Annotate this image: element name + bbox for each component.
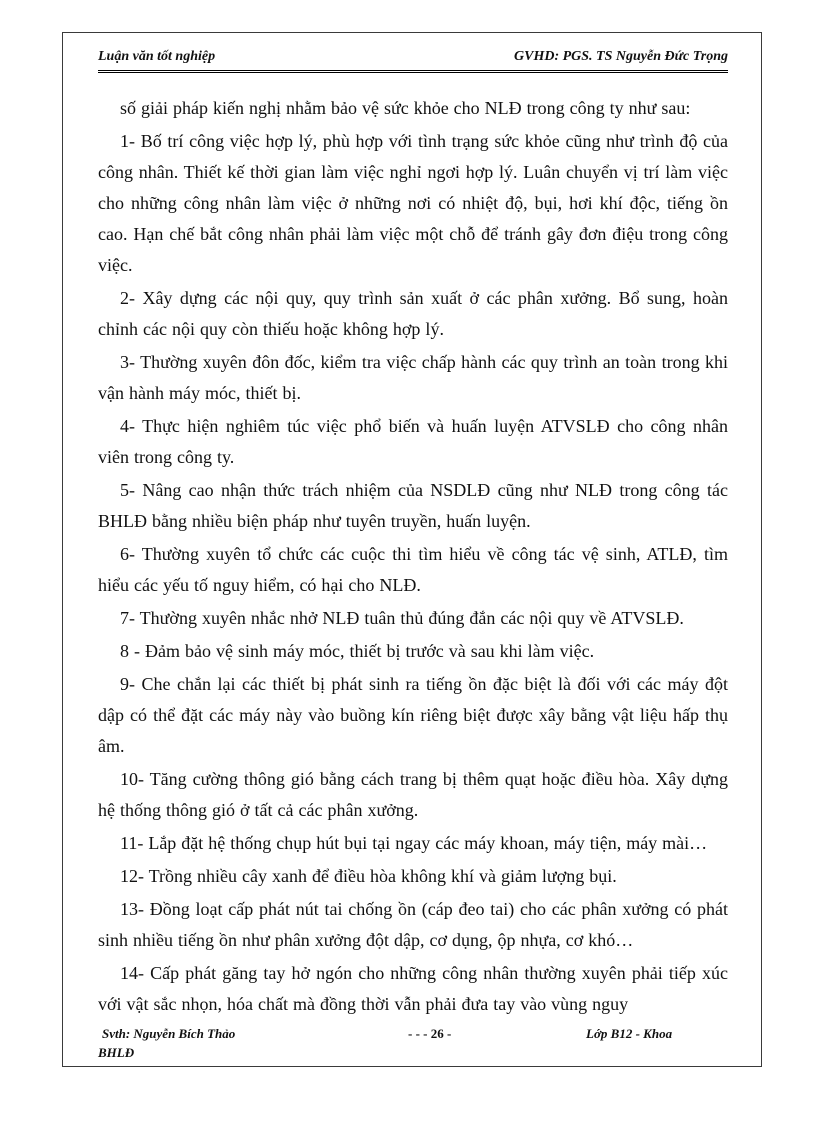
footer-student: Svth: Nguyễn Bích Thảo xyxy=(102,1026,236,1041)
paragraph-item-13: 13- Đồng loạt cấp phát nút tai chống ồn (cáp đeo tai) cho các phân xưởng có phát sinh nhiều tiếng ồn như phân xưởng đột dập, cơ dụng, ộp nhựa, cơ khó… xyxy=(98,899,728,950)
paragraph-item-10: 10- Tăng cường thông gió bằng cách trang bị thêm quạt hoặc điều hòa. Xây dựng hệ thống thông gió ở tất cả các phân xưởng. xyxy=(98,769,728,820)
paragraph-item-4: 4- Thực hiện nghiêm túc việc phổ biến và huấn luyện ATVSLĐ cho công nhân viên trong công ty. xyxy=(98,416,728,467)
paragraph-intro: số giải pháp kiến nghị nhằm bảo vệ sức khỏe cho NLĐ trong công ty như sau: xyxy=(120,98,691,118)
document-body xyxy=(98,93,728,1020)
paragraph-item-2: 2- Xây dựng các nội quy, quy trình sản xuất ở các phân xưởng. Bổ sung, hoàn chỉnh các nội quy còn thiếu hoặc không hợp lý. xyxy=(98,288,728,339)
paragraph-item-8: 8 - Đảm bảo vệ sinh máy móc, thiết bị trước và sau khi làm việc. xyxy=(120,641,595,661)
footer-page-number: - - - 26 - xyxy=(408,1026,452,1041)
footer-class: Lớp B12 - Khoa xyxy=(586,1026,673,1041)
paragraph-item-14: 14- Cấp phát găng tay hở ngón cho những công nhân thường xuyên phải tiếp xúc với vật sắc nhọn, hóa chất mà đồng thời vẫn phải đưa tay vào vùng nguy xyxy=(98,963,728,1014)
paragraph-item-12: 12- Trồng nhiều cây xanh để điều hòa không khí và giảm lượng bụi. xyxy=(120,866,617,886)
footer-department: BHLĐ xyxy=(98,1045,135,1060)
paragraph-item-11: 11- Lắp đặt hệ thống chụp hút bụi tại ngay các máy khoan, máy tiện, máy mài… xyxy=(120,833,708,853)
paragraph-item-9: 9- Che chắn lại các thiết bị phát sinh ra tiếng ồn đặc biệt là đối với các máy đột dập có thể đặt các máy này vào buồng kín riêng biệt được xây bằng vật liệu hấp thụ âm. xyxy=(98,674,728,756)
header-thesis-title: Luận văn tốt nghiệp xyxy=(98,49,216,64)
paragraph-item-6: 6- Thường xuyên tổ chức các cuộc thi tìm hiểu về công tác vệ sinh, ATLĐ, tìm hiểu các yếu tố nguy hiểm, có hại cho NLĐ. xyxy=(98,544,728,595)
paragraph-item-1: 1- Bố trí công việc hợp lý, phù hợp với tình trạng sức khỏe cũng như trình độ của công nhân. Thiết kế thời gian làm việc nghỉ ngơi hợp lý. Luân chuyển vị trí làm việc cho những công nhân làm việc ở những nơi có nhiệt độ, bụi, hơi khí độc, tiếng ồn cao. Hạn chế bắt công nhân phải làm việc một chỗ để tránh gây đơn điệu trong công việc. xyxy=(98,131,728,275)
paragraph-item-7: 7- Thường xuyên nhắc nhở NLĐ tuân thủ đúng đắn các nội quy về ATVSLĐ. xyxy=(120,608,684,628)
page-header xyxy=(98,48,728,73)
header-supervisor: GVHD: PGS. TS Nguyễn Đức Trọng xyxy=(514,49,728,64)
paragraph-item-5: 5- Nâng cao nhận thức trách nhiệm của NSDLĐ cũng như NLĐ trong công tác BHLĐ bằng nhiều biện pháp như tuyên truyền, huấn luyện. xyxy=(98,480,728,531)
paragraph-item-3: 3- Thường xuyên đôn đốc, kiểm tra việc chấp hành các quy trình an toàn trong khi vận hành máy móc, thiết bị. xyxy=(98,352,728,403)
